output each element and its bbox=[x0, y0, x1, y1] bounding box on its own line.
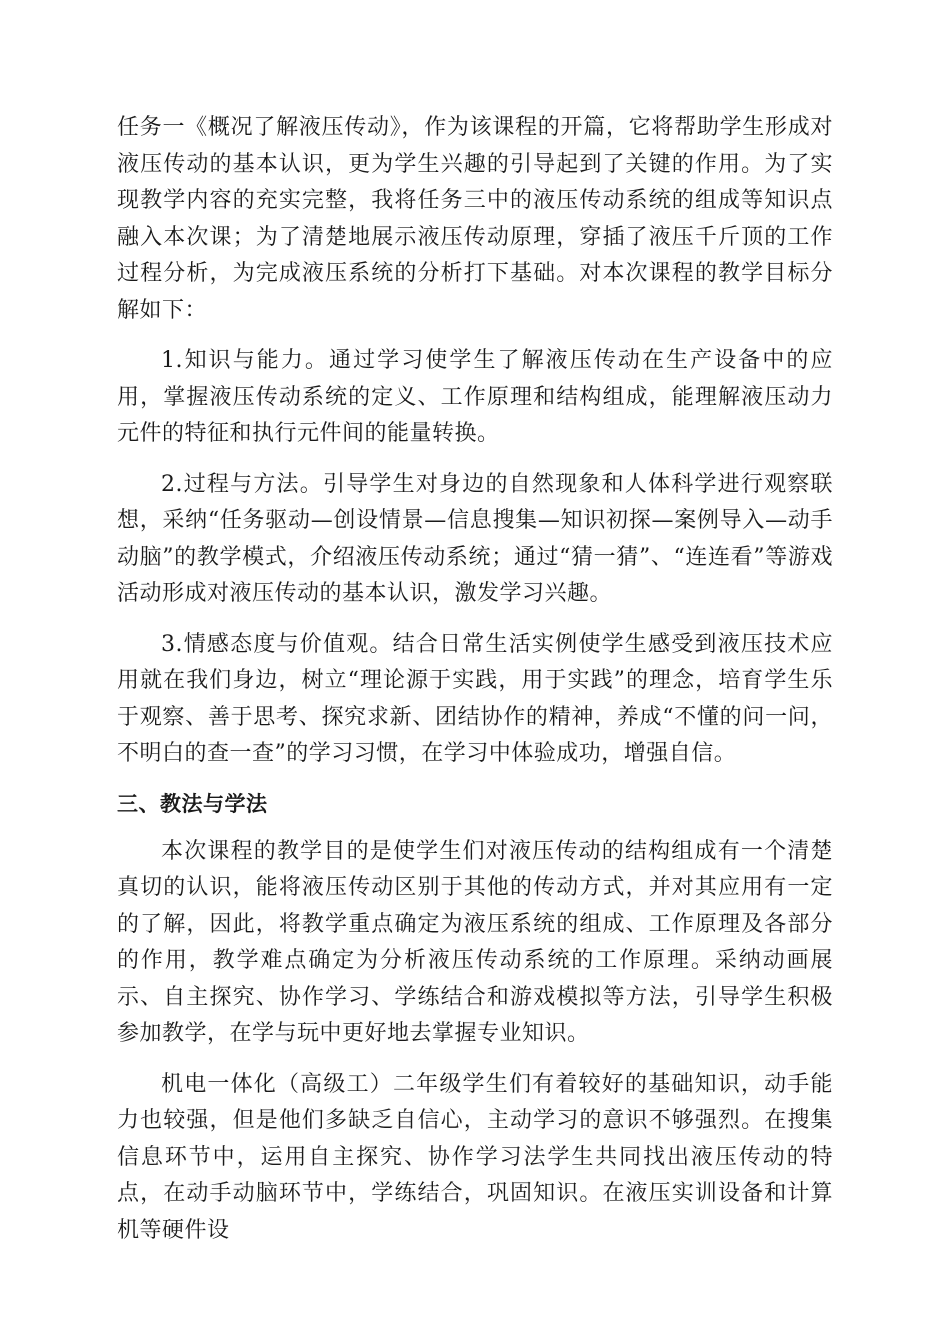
objective-process-paragraph: 2.过程与方法。引导学生对身边的自然现象和人体科学进行观察联想，采纳“任务驱动—创设情景—信息搜集—知识初探—案例导入—动手动脑”的教学模式，介绍液压传动系统；通过“猜一猜”、“连连看”等游戏活动形成对液压传动的基本认识，激发学习兴趣。 bbox=[117, 471, 833, 606]
objective-knowledge-paragraph: 1.知识与能力。通过学习使学生了解液压传动在生产设备中的应用，掌握液压传动系统的定义、工作原理和结构组成，能理解液压动力元件的特征和执行元件间的能量转换。 bbox=[117, 348, 833, 446]
intro-paragraph: 任务一《概况了解液压传动》，作为该课程的开篇，它将帮助学生形成对液压传动的基本认识，更为学生兴趣的引导起到了关键的作用。为了实现教学内容的充实完整，我将任务三中的液压传动系统的组成等知识点融入本次课；为了清楚地展示液压传动原理，穿插了液压千斤顶的工作过程分析，为完成液压系统的分析打下基础。对本次课程的教学目标分解如下： bbox=[117, 115, 833, 323]
teaching-method-paragraph: 本次课程的教学目的是使学生们对液压传动的结构组成有一个清楚真切的认识，能将液压传动区别于其他的传动方式，并对其应用有一定的了解，因此，将教学重点确定为液压系统的组成、工作原理及各部分的作用，教学难点确定为分析液压传动系统的工作原理。采纳动画展示、自主探究、协作学习、学练结合和游戏模拟等方法，引导学生积极参加教学，在学与玩中更好地去掌握专业知识。 bbox=[117, 838, 833, 1046]
objective-attitude-paragraph: 3.情感态度与价值观。结合日常生活实例使学生感受到液压技术应用就在我们身边，树立“理论源于实践，用于实践”的理念，培育学生乐于观察、善于思考、探究求新、团结协作的精神，养成“不懂的问一问，不明白的查一查”的学习习惯，在学习中体验成功，增强自信。 bbox=[117, 631, 833, 766]
learning-method-paragraph: 机电一体化（高级工）二年级学生们有着较好的基础知识，动手能力也较强，但是他们多缺乏自信心，主动学习的意识不够强烈。在搜集信息环节中，运用自主探究、协作学习法学生共同找出液压传动的特点，在动手动脑环节中，学练结合，巩固知识。在液压实训设备和计算机等硬件设 bbox=[117, 1071, 833, 1243]
document-page bbox=[117, 110, 833, 1249]
section-heading: 三、教法与学法 bbox=[117, 791, 268, 816]
